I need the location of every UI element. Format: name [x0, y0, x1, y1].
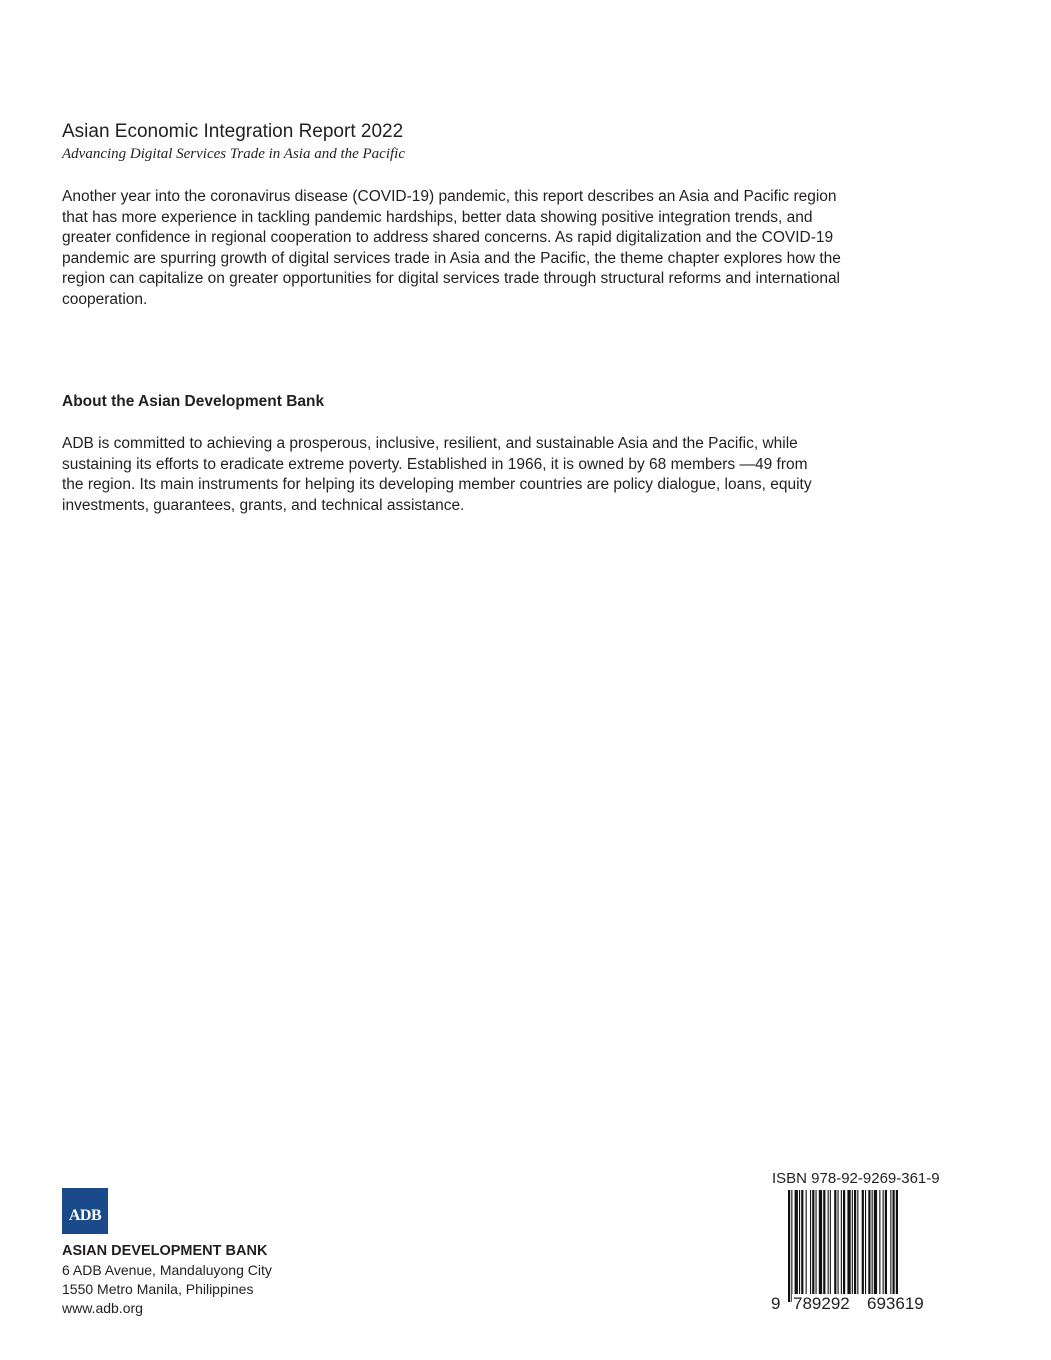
- barcode-bar: [872, 1190, 873, 1294]
- about-heading: About the Asian Development Bank: [62, 393, 325, 410]
- barcode-bar: [883, 1190, 884, 1294]
- barcode-bar: [862, 1190, 864, 1294]
- barcode-bar: [847, 1190, 850, 1294]
- report-subtitle: Advancing Digital Services Trade in Asia and the Pacific: [62, 146, 406, 162]
- barcode-bar: [816, 1190, 817, 1294]
- barcode-bar: [890, 1190, 891, 1294]
- barcode-bar: [838, 1190, 839, 1294]
- address-line-2: 1550 Metro Manila, Philippines: [62, 1281, 254, 1297]
- barcode-bar: [865, 1190, 866, 1294]
- address-line-1: 6 ADB Avenue, Mandaluyong City: [62, 1262, 272, 1278]
- barcode-bar: [812, 1190, 814, 1294]
- barcode-bar: [896, 1190, 898, 1302]
- barcode-bar: [885, 1190, 887, 1294]
- about-text: ADB is committed to achieving a prosperous, inclusive, resilient, and sustainable Asia and the Pacific, while sustaining its efforts to eradicate extreme poverty. Established in 1966, it is owned by 68 members —49 from the region. Its main instruments for helping its developing member countries are policy dialogue, loans, equity investments, guarantees, grants, and technical assistance.: [62, 435, 812, 514]
- barcode-bar: [799, 1190, 800, 1294]
- barcode-digit-first: 9: [771, 1294, 781, 1313]
- barcode-digits-right: 693619: [867, 1294, 924, 1313]
- barcode-bar: [893, 1190, 895, 1294]
- barcode-bar: [852, 1190, 853, 1294]
- barcode-bar: [868, 1190, 870, 1294]
- report-title: Asian Economic Integration Report 2022: [62, 121, 404, 142]
- barcode-bar: [857, 1190, 858, 1294]
- barcode-bar: [810, 1190, 811, 1294]
- barcode-bar: [823, 1190, 825, 1294]
- publisher-website[interactable]: www.adb.org: [62, 1300, 143, 1316]
- isbn-label: ISBN 978-92-9269-361-9: [772, 1170, 940, 1187]
- report-description: Another year into the coronavirus disease (COVID-19) pandemic, this report describes an Asia and Pacific region that has more experience in tackling pandemic hardships, better data showing positive integration trends, and greater confidence in regional cooperation to address shared concerns. As rapid digitalization and the COVID-19 pandemic are spurring growth of digital services trade in Asia and the Pacific, the theme chapter explores how the region can capitalize on greater opportunities for digital services trade through structural reforms and international cooperation.: [62, 188, 841, 308]
- barcode-bar: [879, 1190, 880, 1294]
- logo-text: ADB: [68, 1207, 102, 1224]
- publisher-name: ASIAN DEVELOPMENT BANK: [62, 1243, 268, 1259]
- barcode-bar: [834, 1190, 836, 1294]
- barcode-bar: [828, 1190, 829, 1294]
- barcode-bar: [788, 1190, 790, 1302]
- barcode-bar: [801, 1190, 803, 1294]
- barcode: [768, 1190, 948, 1308]
- adb-logo: [62, 1188, 108, 1234]
- barcode-bar: [819, 1190, 822, 1294]
- barcode-bar: [806, 1190, 807, 1294]
- barcode-bar: [874, 1190, 877, 1294]
- barcode-digits-left: 789292: [793, 1294, 850, 1313]
- barcode-bar: [795, 1190, 798, 1294]
- barcode-bar: [791, 1190, 792, 1302]
- barcode-bar: [854, 1190, 856, 1294]
- barcode-bar: [841, 1190, 842, 1294]
- barcode-bar: [843, 1190, 845, 1302]
- barcode-bar: [830, 1190, 831, 1294]
